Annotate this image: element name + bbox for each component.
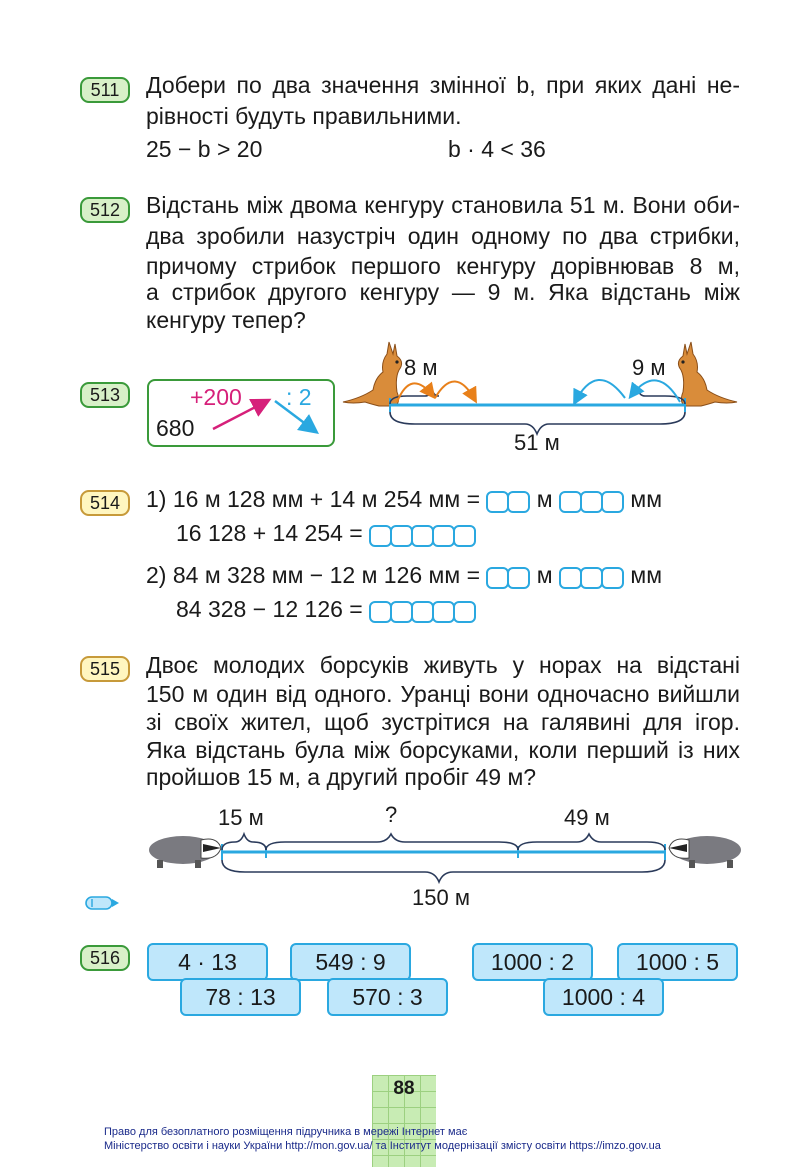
answer-boxes-mm[interactable] <box>559 485 624 516</box>
start-number: 680 <box>156 415 195 441</box>
exercise-514-number: 514 <box>80 490 130 516</box>
expression-card: 78 : 13 <box>180 978 301 1016</box>
chain-arrows <box>147 379 335 447</box>
expression-card: 570 : 3 <box>327 978 448 1016</box>
row4-expression: 84 328 − 12 126 = <box>176 596 363 622</box>
unit-m: м <box>536 486 553 512</box>
exercise-514-row4 <box>176 594 476 626</box>
row3-expression: 2) 84 м 328 мм − 12 м 126 мм = <box>146 562 481 588</box>
inequality-2: b · 4 < 36 <box>448 136 546 162</box>
segment-49m-label: 49 м <box>564 805 610 830</box>
answer-boxes-m[interactable] <box>486 485 530 516</box>
answer-boxes-m-2[interactable] <box>486 561 530 592</box>
exercise-512-line: два зробили назустріч один одному по два стрибки, <box>146 223 740 249</box>
exercise-513-number: 513 <box>80 382 130 408</box>
badger-left-icon <box>149 836 221 868</box>
exercise-515-line: пройшов 15 м, а другий пробіг 49 м? <box>146 764 537 790</box>
exercise-512-line: кенгуру тепер? <box>146 307 306 333</box>
jump-9m-label: 9 м <box>632 355 666 380</box>
segment-15m-label: 15 м <box>218 805 264 830</box>
expression-card: 1000 : 2 <box>472 943 593 981</box>
plus-200-label: +200 <box>190 384 242 410</box>
exercise-511-number: 511 <box>80 77 130 103</box>
inequality-1: 25 − b > 20 <box>146 136 263 162</box>
footer-line-2: Міністерство освіти і науки України http://mon.gov.ua/ та Інститут модернізації змісту освіти https://imzo.gov.ua <box>104 1140 661 1152</box>
exercise-511-text-line2: рівності будуть правильними. <box>146 103 462 129</box>
unit-mm: мм <box>630 486 663 512</box>
expression-card: 1000 : 5 <box>617 943 738 981</box>
divide-2-label: : 2 <box>286 384 312 410</box>
kangaroo-right-icon <box>678 342 737 406</box>
exercise-515-line: 150 м один від одного. Уранці вони одночасно вийшли <box>146 681 740 707</box>
exercise-512-line: причому стрибок першого кенгуру дорівнював 8 м, <box>146 253 740 279</box>
jump-8m-label: 8 м <box>404 355 438 380</box>
answer-boxes-mm-2[interactable] <box>559 561 624 592</box>
page-number: 88 <box>393 1078 415 1099</box>
exercise-511-text-line1: Добери по два значення змінної b, при яких дані не- <box>146 72 740 98</box>
exercise-515-number: 515 <box>80 656 130 682</box>
exercise-514-row3 <box>146 560 662 592</box>
exercise-515-line: Двоє молодих борсуків живуть у норах на відстані <box>146 652 740 678</box>
row1-expression: 1) 16 м 128 мм + 14 м 254 мм = <box>146 486 481 512</box>
expression-card: 549 : 9 <box>290 943 411 981</box>
exercise-512-line: а стрибок другого кенгуру — 9 м. Яка відстань між <box>146 279 740 305</box>
exercise-515-line: зі своїх жител, щоб зустрітися на галявині для ігор. <box>146 709 740 735</box>
answer-boxes-diff[interactable] <box>369 595 476 626</box>
total-51m-label: 51 м <box>514 430 560 455</box>
expression-card: 1000 : 4 <box>543 978 664 1016</box>
answer-boxes-sum[interactable] <box>369 519 476 550</box>
row2-expression: 16 128 + 14 254 = <box>176 520 363 546</box>
badger-right-icon <box>669 836 741 868</box>
unit-m: м <box>536 562 553 588</box>
exercise-512-line: Відстань між двома кенгуру становила 51 м. Вони оби- <box>146 192 740 218</box>
total-150m-label: 150 м <box>412 885 470 910</box>
exercise-515-line: Яка відстань була між борсуками, коли перший із них <box>146 737 740 763</box>
expression-card: 4 · 13 <box>147 943 268 981</box>
pencil-icon <box>80 894 120 912</box>
unit-mm: мм <box>630 562 663 588</box>
segment-question-label: ? <box>385 802 398 827</box>
kangaroo-left-icon <box>343 342 402 406</box>
footer-line-1: Право для безоплатного розміщення підручника в мережі Інтернет має <box>104 1126 468 1138</box>
exercise-516-number: 516 <box>80 945 130 971</box>
exercise-514-row1 <box>146 484 662 516</box>
exercise-512-number: 512 <box>80 197 130 223</box>
exercise-514-row2 <box>176 518 476 550</box>
